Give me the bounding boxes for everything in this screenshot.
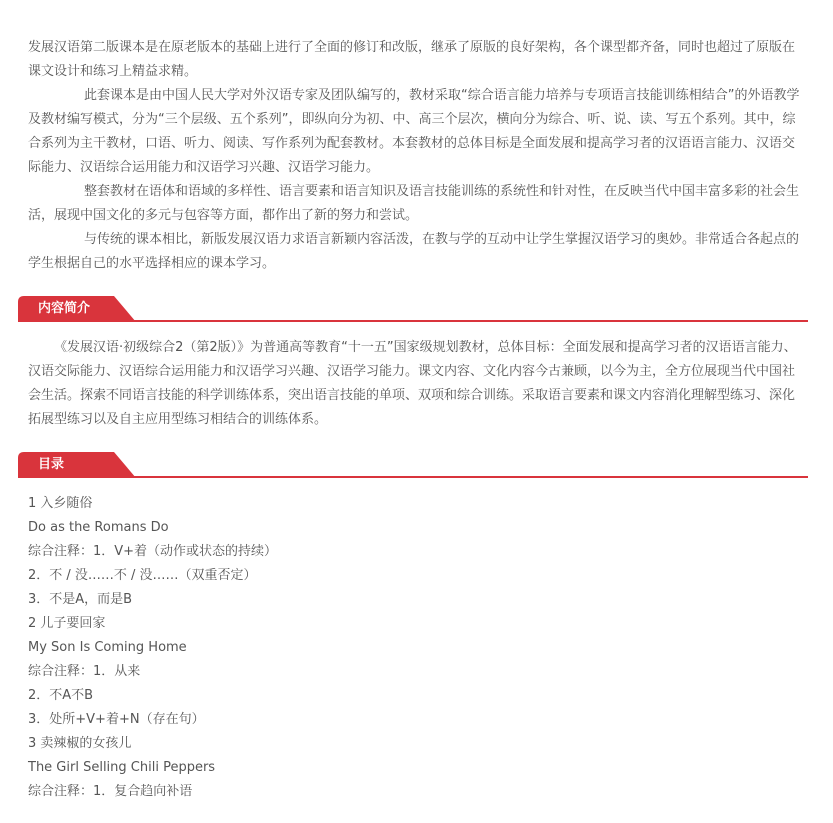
intro-text xyxy=(28,0,806,276)
toc-item: 综合注释：1．复合趋向补语 xyxy=(28,784,193,799)
toc-item: 3 卖辣椒的女孩儿 xyxy=(28,736,132,751)
toc-item: 2 儿子要回家 xyxy=(28,616,106,631)
toc-section-title: 目录 xyxy=(38,457,65,472)
table-of-contents xyxy=(28,492,806,804)
toc-item: 3．不是A，而是B xyxy=(28,592,133,607)
intro-paragraph: 发展汉语第二版课本是在原老版本的基础上进行了全面的修订和改版，继承了原版的良好架构，各个课型都齐备，同时也超过了原版在课文设计和练习上精益求精。 xyxy=(28,40,796,79)
summary-text: 《发展汉语·初级综合2（第2版）》为普通高等教育“十一五”国家级规划教材，总体目标：全面发展和提高学习者的汉语语言能力、汉语交际能力、汉语综合运用能力和汉语学习兴趣、汉语学习能力。课文内容、文化内容今古兼顾，以今为主，全方位展现当代中国社会生活。探索不同语言技能的科学训练体系，突出语言技能的单项、双项和综合训练。采取语言要素和课文内容消化理解型练习、深化拓展型练习以及自主应用型练习相结合的训练体系。 xyxy=(28,340,797,427)
summary-section-header xyxy=(18,296,808,322)
toc-item: 3．处所+V+着+N（存在句） xyxy=(28,712,205,727)
article-content xyxy=(28,0,806,804)
toc-section-header xyxy=(18,452,808,478)
intro-paragraph: 整套教材在语体和语域的多样性、语言要素和语言知识及语言技能训练的系统性和针对性，在反映当代中国丰富多彩的社会生活，展现中国文化的多元与包容等方面，都作出了新的努力和尝试。 xyxy=(28,184,800,223)
toc-item: 1 入乡随俗 xyxy=(28,496,93,511)
summary-section-title: 内容简介 xyxy=(38,301,91,316)
toc-item: Do as the Romans Do xyxy=(28,520,169,535)
section-divider xyxy=(18,320,808,322)
toc-item: My Son Is Coming Home xyxy=(28,640,187,655)
toc-item: The Girl Selling Chili Peppers xyxy=(28,760,216,775)
toc-item: 综合注释：1．从来 xyxy=(28,664,141,679)
toc-item: 综合注释：1．V+着（动作或状态的持续） xyxy=(28,544,278,559)
intro-paragraph: 此套课本是由中国人民大学对外汉语专家及团队编写的，教材采取“综合语言能力培养与专项语言技能训练相结合”的外语教学及教材编写模式，分为“三个层级、五个系列”，即纵向分为初、中、高三个层次，横向分为综合、听、说、读、写五个系列。其中，综合系列为主干教材，口语、听力、阅读、写作系列为配套教材。本套教材的总体目标是全面发展和提高学习者的汉语语言能力、汉语交际能力、汉语综合运用能力和汉语学习兴趣、汉语学习能力。 xyxy=(28,88,800,175)
toc-item: 2．不A不B xyxy=(28,688,94,703)
section-divider xyxy=(18,476,808,478)
toc-item: 2．不 / 没……不 / 没……（双重否定） xyxy=(28,568,257,583)
section-tab-shape xyxy=(18,452,136,478)
intro-paragraph: 与传统的课本相比，新版发展汉语力求语言新颖内容活泼，在教与学的互动中让学生掌握汉语学习的奥妙。非常适合各起点的学生根据自己的水平选择相应的课本学习。 xyxy=(28,232,800,271)
